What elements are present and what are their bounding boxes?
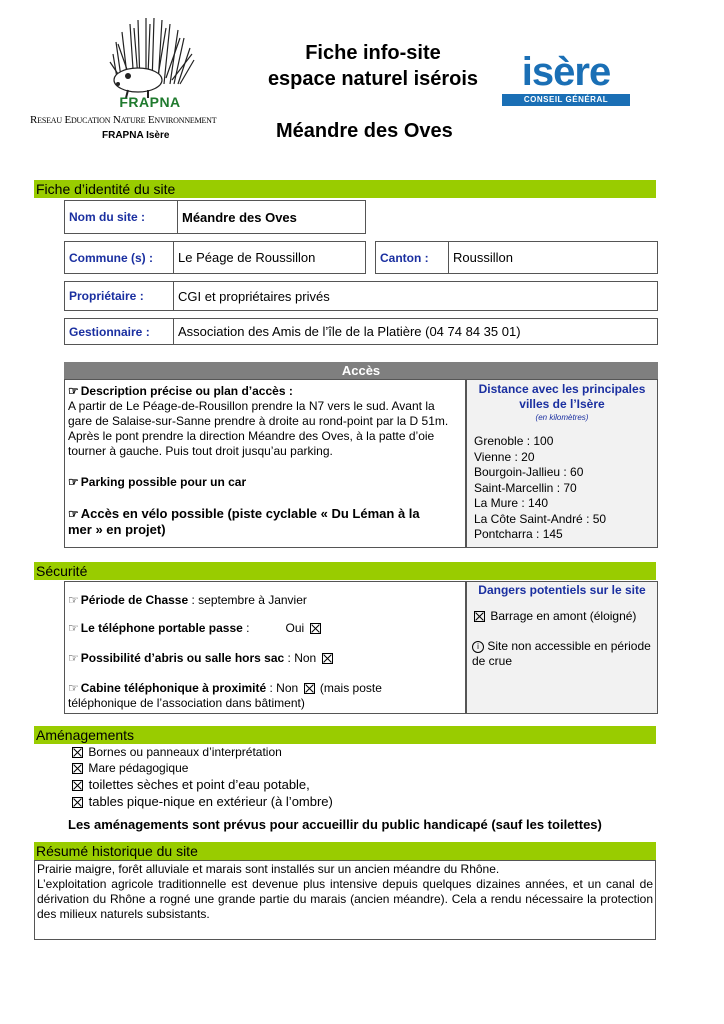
telephone-value: Oui <box>285 621 305 635</box>
title-line-1: Fiche info-site <box>305 42 441 64</box>
chasse-value: : septembre à Janvier <box>191 593 307 607</box>
cabine-note-line-1: (mais poste <box>319 681 382 695</box>
list-item: La Côte Saint-André : 50 <box>474 511 607 526</box>
frapna-logo-text: FRAPNA <box>119 94 181 110</box>
distance-title-line-1: Distance avec les principales <box>478 382 646 396</box>
pointer-icon: ☞ <box>68 593 79 607</box>
telephone-label: Le téléphone portable passe <box>80 621 243 635</box>
pointer-icon: ☞ <box>68 651 79 665</box>
list-item: Bourgoin-Jallieu : 60 <box>474 465 584 479</box>
cabine-note-line-2: téléphonique de l’association dans bâtiment) <box>68 696 305 710</box>
section-historique: Résumé historique du site <box>34 842 656 860</box>
list-item: Pontcharra : 145 <box>474 527 563 541</box>
historique-box <box>34 860 656 940</box>
section-identite: Fiche d’identité du site <box>34 180 656 198</box>
isere-logo-word: isère <box>521 50 611 94</box>
cabine-label: Cabine téléphonique à proximité <box>80 681 267 695</box>
list-item: Grenoble : 100 <box>474 434 554 448</box>
description-line: A partir de Le Péage-de-Rousillon prendre la N7 vers le sud. Avant la <box>68 399 435 413</box>
title-line-2: espace naturel isérois <box>267 68 479 90</box>
isere-logo <box>502 52 630 108</box>
canton-label: Canton : <box>380 250 429 265</box>
fiche-title <box>262 40 484 92</box>
pointer-icon: ☞ <box>68 384 79 398</box>
isere-logo-band: CONSEIL GÉNÉRAL <box>502 94 630 106</box>
danger-2-line-1: Site non accessible en période <box>487 639 651 653</box>
commune-box <box>64 241 366 274</box>
checked-box-icon <box>474 611 485 622</box>
gestionnaire-value: Association des Amis de l’île de la Platière (04 74 84 35 01) <box>173 319 657 344</box>
checked-box-icon <box>72 780 83 791</box>
amenagement-item: tables pique-nique en extérieur (à l’ombre) <box>88 794 333 809</box>
velo-line-1: Accès en vélo possible (piste cyclable « Du Léman à la <box>80 506 420 521</box>
commune-value: Le Péage de Roussillon <box>173 242 365 273</box>
proprietaire-label: Propriétaire : <box>69 289 144 303</box>
nom-site-label: Nom du site : <box>69 210 146 224</box>
canton-box <box>375 241 658 274</box>
list-item: Saint-Marcellin : 70 <box>474 480 577 495</box>
historique-line-1: Prairie maigre, forêt alluviale et marais sont installés sur un ancien méandre du Rhône. <box>37 862 500 876</box>
distance-unit: (en kilomètres) <box>535 413 589 422</box>
acces-description <box>68 384 462 538</box>
danger-2-line-2: de crue <box>472 654 513 668</box>
section-amenagements: Aménagements <box>34 726 656 744</box>
info-icon: i <box>472 641 484 653</box>
description-line: tourner à gauche. Puis tout droit jusqu’au parking. <box>68 444 333 458</box>
hedgehog-logo <box>108 14 198 98</box>
site-title: Méandre des Oves <box>276 120 453 142</box>
danger-1: Barrage en amont (éloigné) <box>490 609 637 623</box>
description-line: gare de Salaise-sur-Sanne prendre à droite au rond-point par la D 51m. <box>68 414 449 428</box>
pointer-icon: ☞ <box>68 475 79 489</box>
amenagements-list <box>70 745 333 810</box>
checked-box-icon <box>304 683 315 694</box>
distance-title-line-2: villes de l’Isère <box>519 397 605 411</box>
abris-label: Possibilité d’abris ou salle hors sac <box>80 651 285 665</box>
pointer-icon: ☞ <box>68 681 79 695</box>
section-securite: Sécurité <box>34 562 656 580</box>
distance-title <box>466 382 658 423</box>
nom-site-value: Méandre des Oves <box>177 201 365 233</box>
pointer-icon: ☞ <box>68 621 79 635</box>
proprietaire-box <box>64 281 658 311</box>
description-line: Après le pont prendre la direction Méandre des Oves, à la patte d’oie <box>68 429 435 443</box>
checked-box-icon <box>72 747 83 758</box>
chasse-label: Période de Chasse <box>80 593 189 607</box>
amenagement-item: Mare pédagogique <box>88 760 189 775</box>
dangers-list <box>472 609 654 669</box>
checked-box-icon <box>72 763 83 774</box>
parking-text: Parking possible pour un car <box>80 475 247 489</box>
checked-box-icon <box>322 653 333 664</box>
historique-paragraph: L’exploitation agricole traditionnelle est devenue plus intensive depuis quelques dizaines années, et un canal de dérivation du Rhône a rogné une grande partie du marais (ancien méandre). Cela a rendu nécessaire la protection des milieux naturels subsistants. <box>37 877 653 921</box>
telephone-colon: : <box>246 621 250 635</box>
pointer-icon: ☞ <box>68 507 79 521</box>
description-title: Description précise ou plan d’accès : <box>80 384 293 398</box>
proprietaire-value: CGI et propriétaires privés <box>173 282 657 310</box>
cabine-value: : Non <box>269 681 299 695</box>
securite-list <box>68 593 462 711</box>
velo-line-2: mer » en projet) <box>68 522 166 537</box>
distance-list <box>474 434 606 543</box>
nom-site-box <box>64 200 366 234</box>
checked-box-icon <box>72 797 83 808</box>
gestionnaire-box <box>64 318 658 345</box>
reseau-tagline: Reseau Education Nature Environnement <box>30 114 217 126</box>
checked-box-icon <box>310 623 321 634</box>
amenagements-note: Les aménagements sont prévus pour accueillir du public handicapé (sauf les toilettes) <box>68 817 602 832</box>
frapna-isere-label: FRAPNA Isère <box>102 130 170 141</box>
acces-header: Accès <box>64 362 658 379</box>
amenagement-item: toilettes sèches et point d’eau potable, <box>88 777 310 792</box>
gestionnaire-label: Gestionnaire : <box>69 324 150 339</box>
amenagement-item: Bornes ou panneaux d’interprétation <box>88 745 282 759</box>
abris-value: : Non <box>287 651 317 665</box>
list-item: Vienne : 20 <box>474 449 535 464</box>
list-item: La Mure : 140 <box>474 496 549 510</box>
commune-label: Commune (s) : <box>69 250 153 265</box>
dangers-title: Dangers potentiels sur le site <box>478 583 646 597</box>
canton-value: Roussillon <box>448 242 657 273</box>
